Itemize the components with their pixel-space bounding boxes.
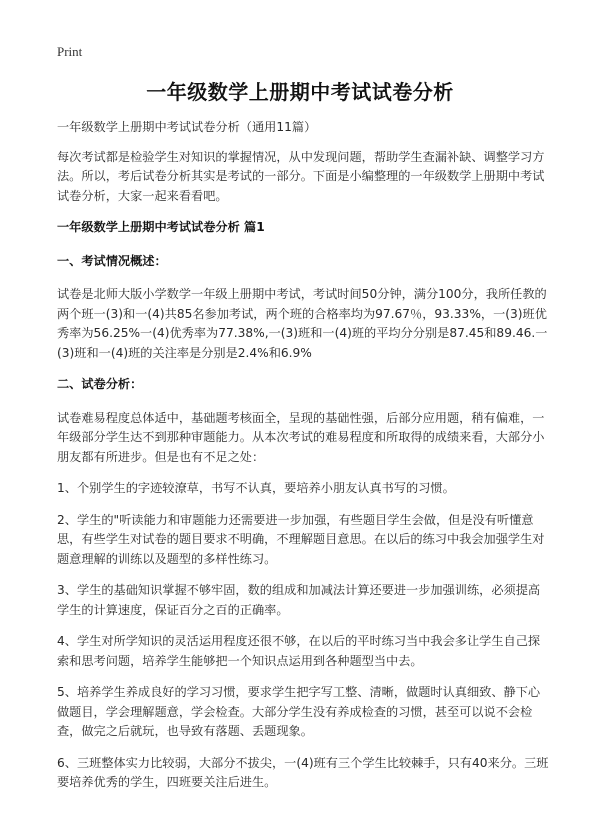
page-title: 一年级数学上册期中考试试卷分析	[146, 80, 454, 104]
article-intro: 每次考试都是检验学生对知识的掌握情况，从中发现问题，帮助学生查漏补缺、调整学习方法。所以，考后试卷分析其实是考试的一部分。下面是小编整理的一年级数学上册期中考试试卷分析，大家一起来看看吧。	[57, 149, 545, 203]
list-item: 5、培养学生养成良好的学习习惯，要求学生把字写工整、清晰，做题时认真细致、静下心做题目，学会理解题意，学会检查。大部分学生没有养成检查的习惯，甚至可以说不会检查，做完之后就玩，也导致有落题、丢题现象。	[57, 685, 541, 738]
print-link[interactable]: Print	[57, 44, 83, 59]
list-item: 6、三班整体实力比较弱，大部分不拔尖，一(4)班有三个学生比较棘手，只有40来分。三班要培养优秀的学生，四班要关注后进生。	[57, 755, 549, 789]
part1-body: 试卷是北师大版小学数学一年级上册期中考试，考试时间50分钟，满分100分，我所任教的两个班一(3)和一(4)共85名参加考试，两个班的合格率均为97.67％，93.33%，一(3)班优秀率为56.25%一(4)优秀率为77.38%,一(3)班和一(4)班的平均分分别是87.45和89.46.一(3)班和一(4)班的关注率是分别是2.4%和6.9%	[57, 287, 548, 360]
part2-heading: 二、试卷分析：	[57, 377, 143, 391]
part2-body: 试卷难易程度总体适中，基础题考核面全，呈现的基础性强，后部分应用题，稍有偏难，一年级部分学生达不到那种审题能力。从本次考试的难易程度和所取得的成绩来看，大部分小朋友都有所进步。但是也有不足之处：	[57, 410, 545, 464]
list-item: 3、学生的基础知识掌握不够牢固，数的组成和加减法计算还要进一步加强训练，必须提高学生的计算速度，保证百分之百的正确率。	[57, 583, 541, 617]
list-item: 4、学生对所学知识的灵活运用程度还很不够，在以后的平时练习当中我会多让学生自己探索和思考问题，培养学生能够把一个知识点运用到各种题型当中去。	[57, 634, 541, 668]
section-title: 一年级数学上册期中考试试卷分析 篇1	[57, 220, 265, 234]
part1-heading: 一、考试情况概述：	[57, 253, 167, 268]
list-item: 1、个别学生的字迹较潦草，书写不认真，要培养小朋友认真书写的习惯。	[57, 481, 455, 495]
article-body	[57, 118, 551, 805]
list-item: 2、学生的"听读能力和审题能力还需要进一步加强，有些题目学生会做，但是没有听懂意思，有些学生对试卷的题目要求不明确，不理解题目意思。在以后的练习中我会加强学生对题意理解的训练以及题型的多样性练习。	[57, 512, 545, 566]
article-subtitle: 一年级数学上册期中考试试卷分析（通用11篇）	[57, 120, 317, 134]
